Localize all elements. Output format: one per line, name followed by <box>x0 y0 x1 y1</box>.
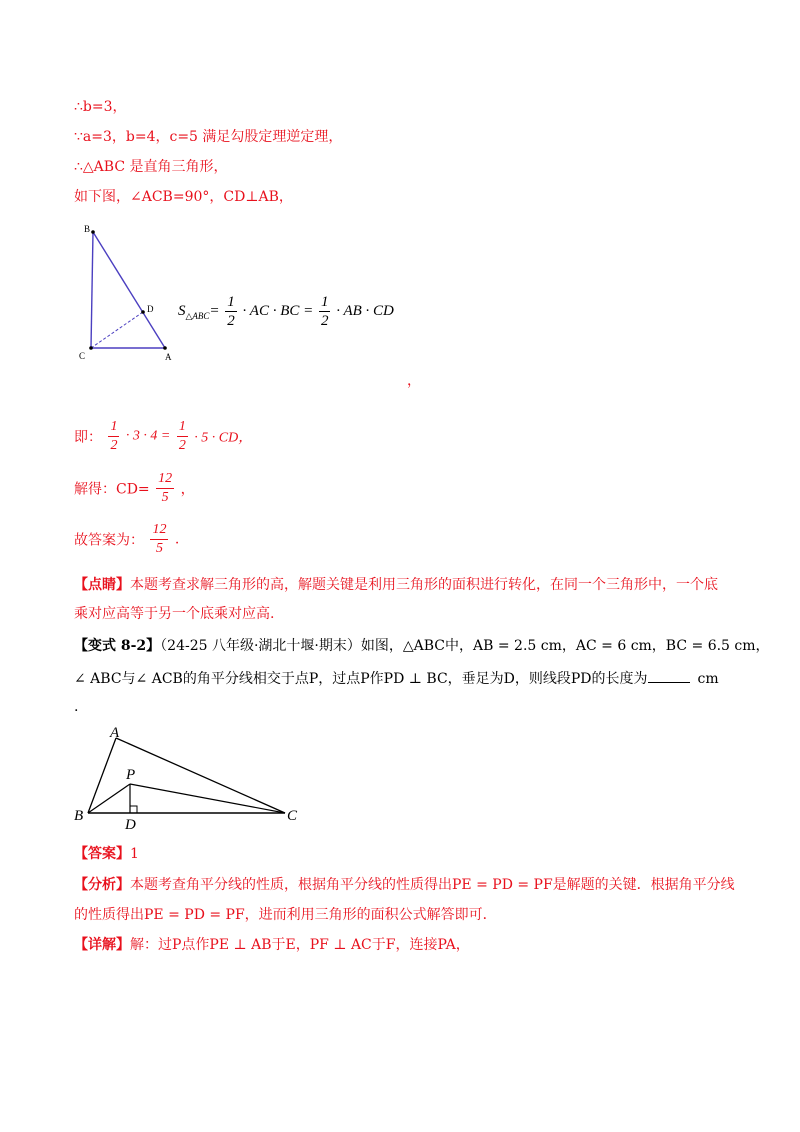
point-a <box>163 346 167 350</box>
fraction-half <box>225 293 237 330</box>
key-point-text: 本题考查求解三角形的高，解题关键是利用三角形的面积进行转化，在同一个三角形中，一个底 <box>130 577 718 593</box>
label-a: A <box>110 725 120 741</box>
label-p: P <box>126 767 136 783</box>
denominator: 2 <box>178 438 186 453</box>
detail-text: 解：过P点作PE ⊥ AB于E，PF ⊥ AC于F，连接PA， <box>130 937 470 953</box>
answer-blank[interactable] <box>648 668 690 683</box>
problem-line-3: . <box>74 699 79 715</box>
label-c: C <box>79 351 86 361</box>
right-angle-mark <box>130 806 137 813</box>
problem-line-2 <box>74 668 719 688</box>
answer-suffix: . <box>174 531 180 548</box>
text-line-2: ∵a=3，b=4，c=5 满足勾股定理逆定理， <box>74 129 343 145</box>
fraction-half <box>177 418 188 455</box>
segment-bp <box>88 784 130 813</box>
numerator: 1 <box>320 294 329 310</box>
area-subscript: △ABC <box>185 310 210 321</box>
fraction-half <box>108 418 119 455</box>
detail-tag: 【详解】 <box>74 937 130 953</box>
trailing-comma: ， <box>407 373 421 389</box>
key-point-line-1 <box>74 576 718 594</box>
side-ab <box>88 738 116 813</box>
numerator: 1 <box>108 418 119 437</box>
text-line-1: ∴b=3， <box>74 99 127 115</box>
analysis-tag: 【分析】 <box>74 877 130 893</box>
answer-prefix: 故答案为： <box>74 532 144 549</box>
denominator: 2 <box>110 438 118 453</box>
label-d: D <box>147 304 154 314</box>
numerator: 1 <box>177 418 188 437</box>
side-ab <box>93 232 165 348</box>
problem-line-1 <box>74 637 770 655</box>
side-ac <box>116 738 285 813</box>
formula-middle: · AC · BC = <box>242 302 314 319</box>
label-b: B <box>84 224 91 234</box>
denominator: 5 <box>155 541 163 556</box>
step-middle: · 3 · 4 = <box>125 428 171 444</box>
answer-value: 1 <box>130 846 139 862</box>
solve-prefix: 解得：CD= <box>74 481 150 498</box>
numerator: 12 <box>156 470 174 489</box>
label-c: C <box>287 808 298 824</box>
fraction-12-5 <box>150 521 168 558</box>
altitude-cd <box>91 312 143 348</box>
label-d: D <box>125 817 136 832</box>
numerator: 1 <box>227 294 235 310</box>
area-formula <box>178 293 394 330</box>
numerator: 12 <box>150 521 168 540</box>
side-bc <box>91 232 93 348</box>
step-end: · 5 · CD， <box>194 430 253 446</box>
area-symbol: S <box>178 302 186 319</box>
step-equation <box>74 418 252 455</box>
answer-tag: 【答案】 <box>74 846 130 862</box>
problem-text-2: ∠ ABC与∠ ACB的角平分线相交于点P，过点P作PD ⊥ BC，垂足为D，则线段PD的长度为 <box>74 671 648 687</box>
solve-suffix: ， <box>180 481 195 498</box>
text-line-4: 如下图，∠ACB=90°，CD⊥AB， <box>74 189 293 205</box>
point-c <box>89 346 93 350</box>
answer-line <box>74 845 139 863</box>
formula-end: · AB · CD <box>336 302 394 319</box>
key-point-line-2: 乘对应高等于另一个底乘对应高. <box>74 606 275 622</box>
analysis-line-1 <box>74 876 735 894</box>
final-answer-line <box>74 521 179 558</box>
point-d <box>141 310 145 314</box>
step-prefix: 即： <box>74 429 102 446</box>
label-b: B <box>74 808 84 824</box>
denominator: 2 <box>320 313 329 329</box>
point-b <box>91 230 95 234</box>
problem-text-1: （24-25 八年级·湖北十堰·期末）如图，△ABC中，AB = 2.5 cm，AC = 6 cm，BC = 6.5 cm， <box>160 638 770 654</box>
equals-sign: = <box>209 302 220 319</box>
analysis-line-2: 的性质得出PE = PD = PF，进而利用三角形的面积公式解答即可． <box>74 907 497 923</box>
key-point-tag: 【点睛】 <box>74 577 130 593</box>
label-a: A <box>165 352 172 362</box>
unit-cm: cm <box>697 671 719 687</box>
denominator: 2 <box>227 313 235 329</box>
fraction-12-5 <box>156 470 174 507</box>
fraction-half <box>319 293 331 330</box>
solve-cd <box>74 470 195 507</box>
denominator: 5 <box>161 490 169 505</box>
text-line-3: ∴△ABC 是直角三角形， <box>74 159 228 175</box>
problem-tag: 【变式 8-2】 <box>74 638 161 654</box>
detail-line <box>74 936 470 954</box>
analysis-text-1: 本题考查角平分线的性质，根据角平分线的性质得出PE = PD = PF是解题的关键．根据角平分线 <box>130 877 735 893</box>
angle-bisector-figure <box>74 722 306 832</box>
segment-pc <box>130 784 285 813</box>
right-triangle-figure <box>74 222 184 364</box>
